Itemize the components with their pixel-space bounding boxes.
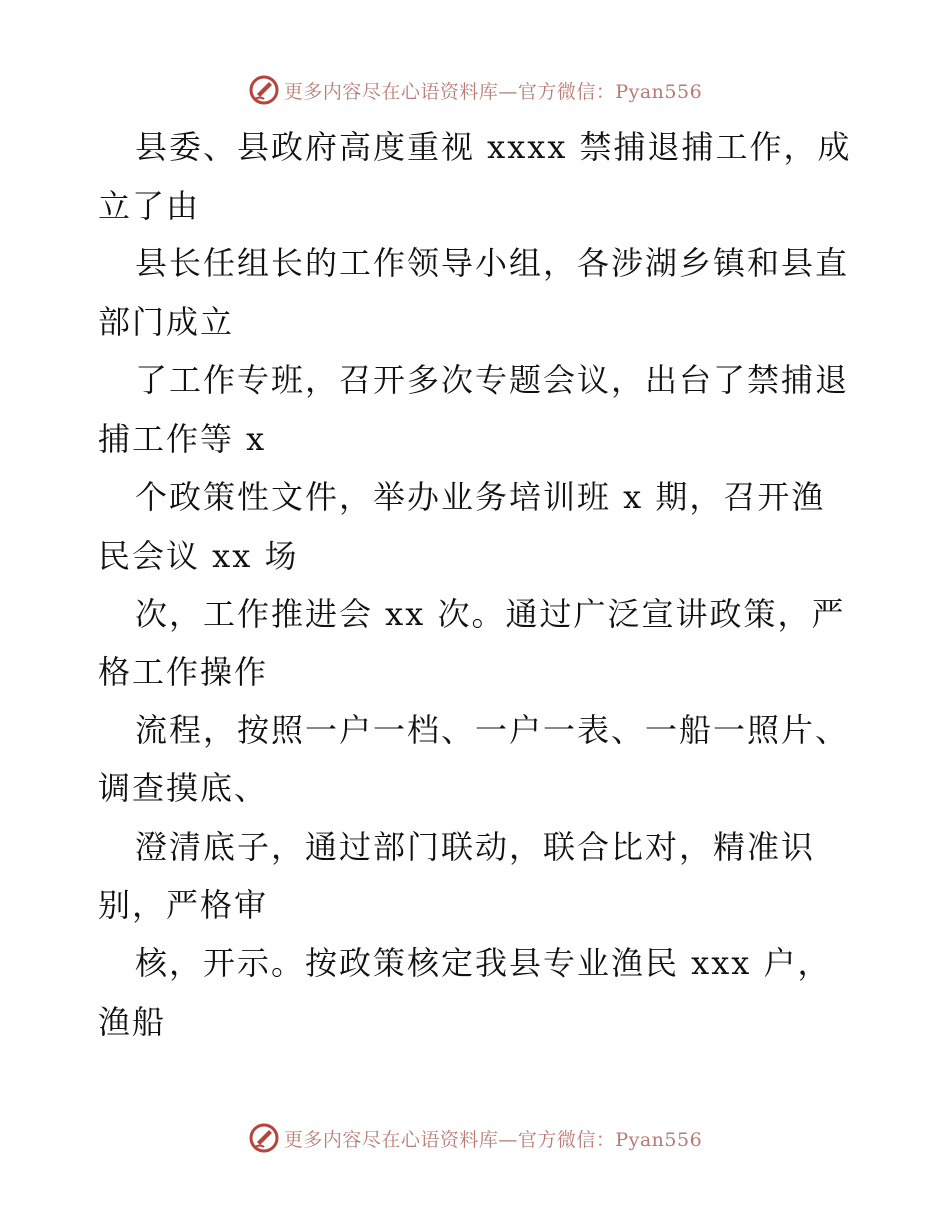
text-line: 了工作专班，召开多次专题会议，出台了禁捕退 <box>135 361 850 399</box>
text-line: 渔船 <box>98 1003 167 1041</box>
text-line: 县长任组长的工作领导小组，各涉湖乡镇和县直 <box>135 244 850 282</box>
footer-banner-text: 更多内容尽在心语资料库—官方微信：Pyan556 <box>283 1128 703 1151</box>
text-line: 县委、县政府高度重视 xxxx 禁捕退捕工作，成 <box>135 128 852 166</box>
text-line: 调查摸底、 <box>98 769 269 807</box>
footer-banner <box>0 1118 950 1158</box>
text-line: 捕工作等 x <box>98 420 267 458</box>
text-line: 民会议 xx 场 <box>98 537 299 575</box>
text-line: 立了由 <box>98 187 201 225</box>
text-line: 次，工作推进会 xx 次。通过广泛宣讲政策，严 <box>135 595 846 633</box>
text-line: 部门成立 <box>98 303 235 341</box>
brand-logo-icon <box>248 1122 280 1154</box>
text-line: 个政策性文件，举办业务培训班 x 期，召开渔 <box>135 478 826 516</box>
text-line: 核，开示。按政策核定我县专业渔民 xxx 户， <box>135 944 832 982</box>
text-line: 流程，按照一户一档、一户一表、一船一照片、 <box>135 711 850 749</box>
text-line: 别，严格审 <box>98 886 269 924</box>
text-line: 格工作操作 <box>98 653 269 691</box>
header-banner-text: 更多内容尽在心语资料库—官方微信：Pyan556 <box>283 80 703 103</box>
text-line: 澄清底子，通过部门联动，联合比对，精准识 <box>135 828 816 866</box>
